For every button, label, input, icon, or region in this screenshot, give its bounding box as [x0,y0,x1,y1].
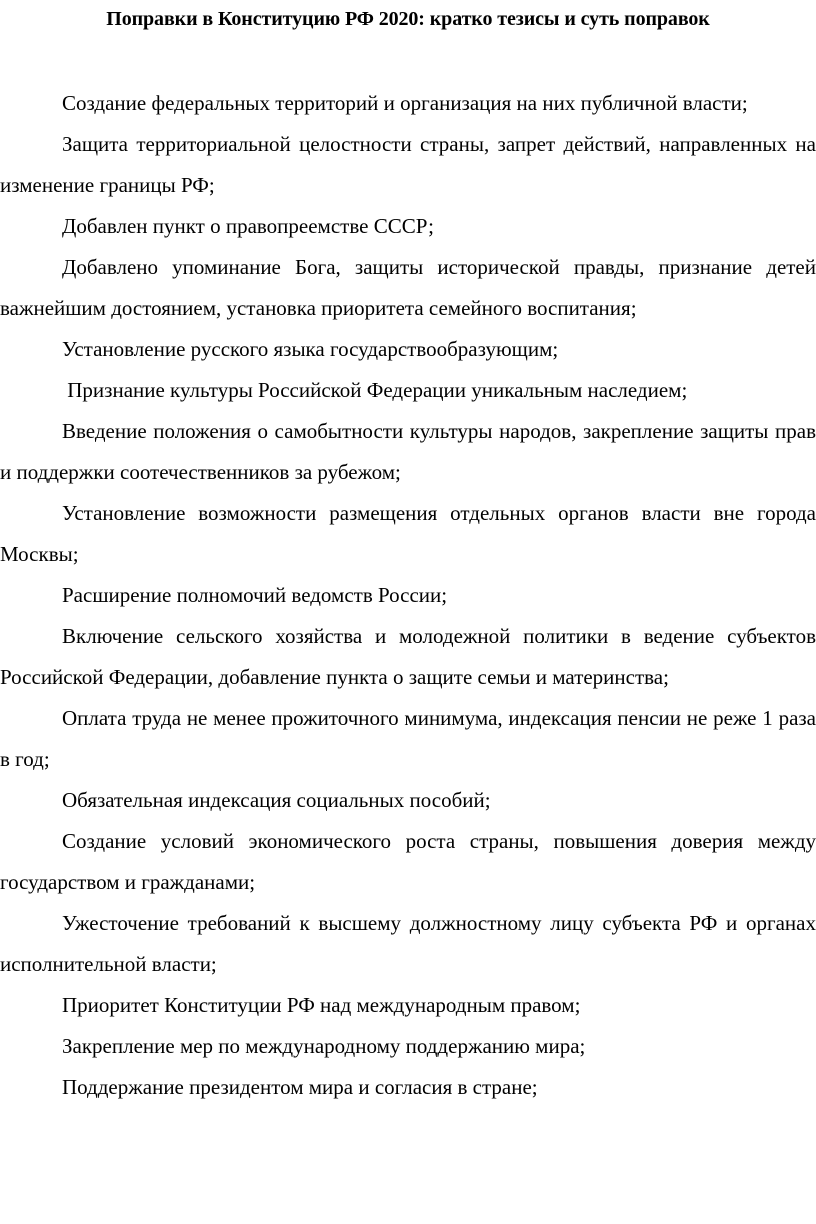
document-title: Поправки в Конституцию РФ 2020: кратко тезисы и суть поправок [106,8,710,30]
paragraph: Закрепление мер по международному поддержанию мира; [62,1034,586,1058]
paragraph: Ужесточение требований к высшему должностному лицу субъекта РФ и органах исполнительной власти; [0,911,816,976]
paragraph: Обязательная индексация социальных пособий; [62,788,491,812]
paragraph: Приоритет Конституции РФ над международным правом; [62,993,581,1017]
paragraph: Введение положения о самобытности культуры народов, закрепление защиты прав и поддержки соотечественников за рубежом; [0,419,816,484]
document-body [0,83,816,1108]
paragraph: Добавлен пункт о правопреемстве СССР; [62,214,435,238]
paragraph: Поддержание президентом мира и согласия в стране; [62,1075,538,1099]
paragraph: Включение сельского хозяйства и молодежной политики в ведение субъектов Российской Федерации, добавление пункта о защите семьи и материнства; [0,624,816,689]
paragraph: Признание культуры Российской Федерации уникальным наследием; [62,378,688,402]
paragraph: Оплата труда не менее прожиточного минимума, индексация пенсии не реже 1 раза в год; [0,706,816,771]
paragraph: Создание условий экономического роста страны, повышения доверия между государством и гражданами; [0,829,816,894]
paragraph: Установление возможности размещения отдельных органов власти вне города Москвы; [0,501,816,566]
paragraph: Установление русского языка государствообразующим; [62,337,559,361]
paragraph: Защита территориальной целостности страны, запрет действий, направленных на изменение границы РФ; [0,132,816,197]
paragraph: Добавлено упоминание Бога, защиты исторической правды, признание детей важнейшим достоянием, установка приоритета семейного воспитания; [0,255,816,320]
paragraph: Создание федеральных территорий и организация на них публичной власти; [62,91,748,115]
paragraph: Расширение полномочий ведомств России; [62,583,448,607]
